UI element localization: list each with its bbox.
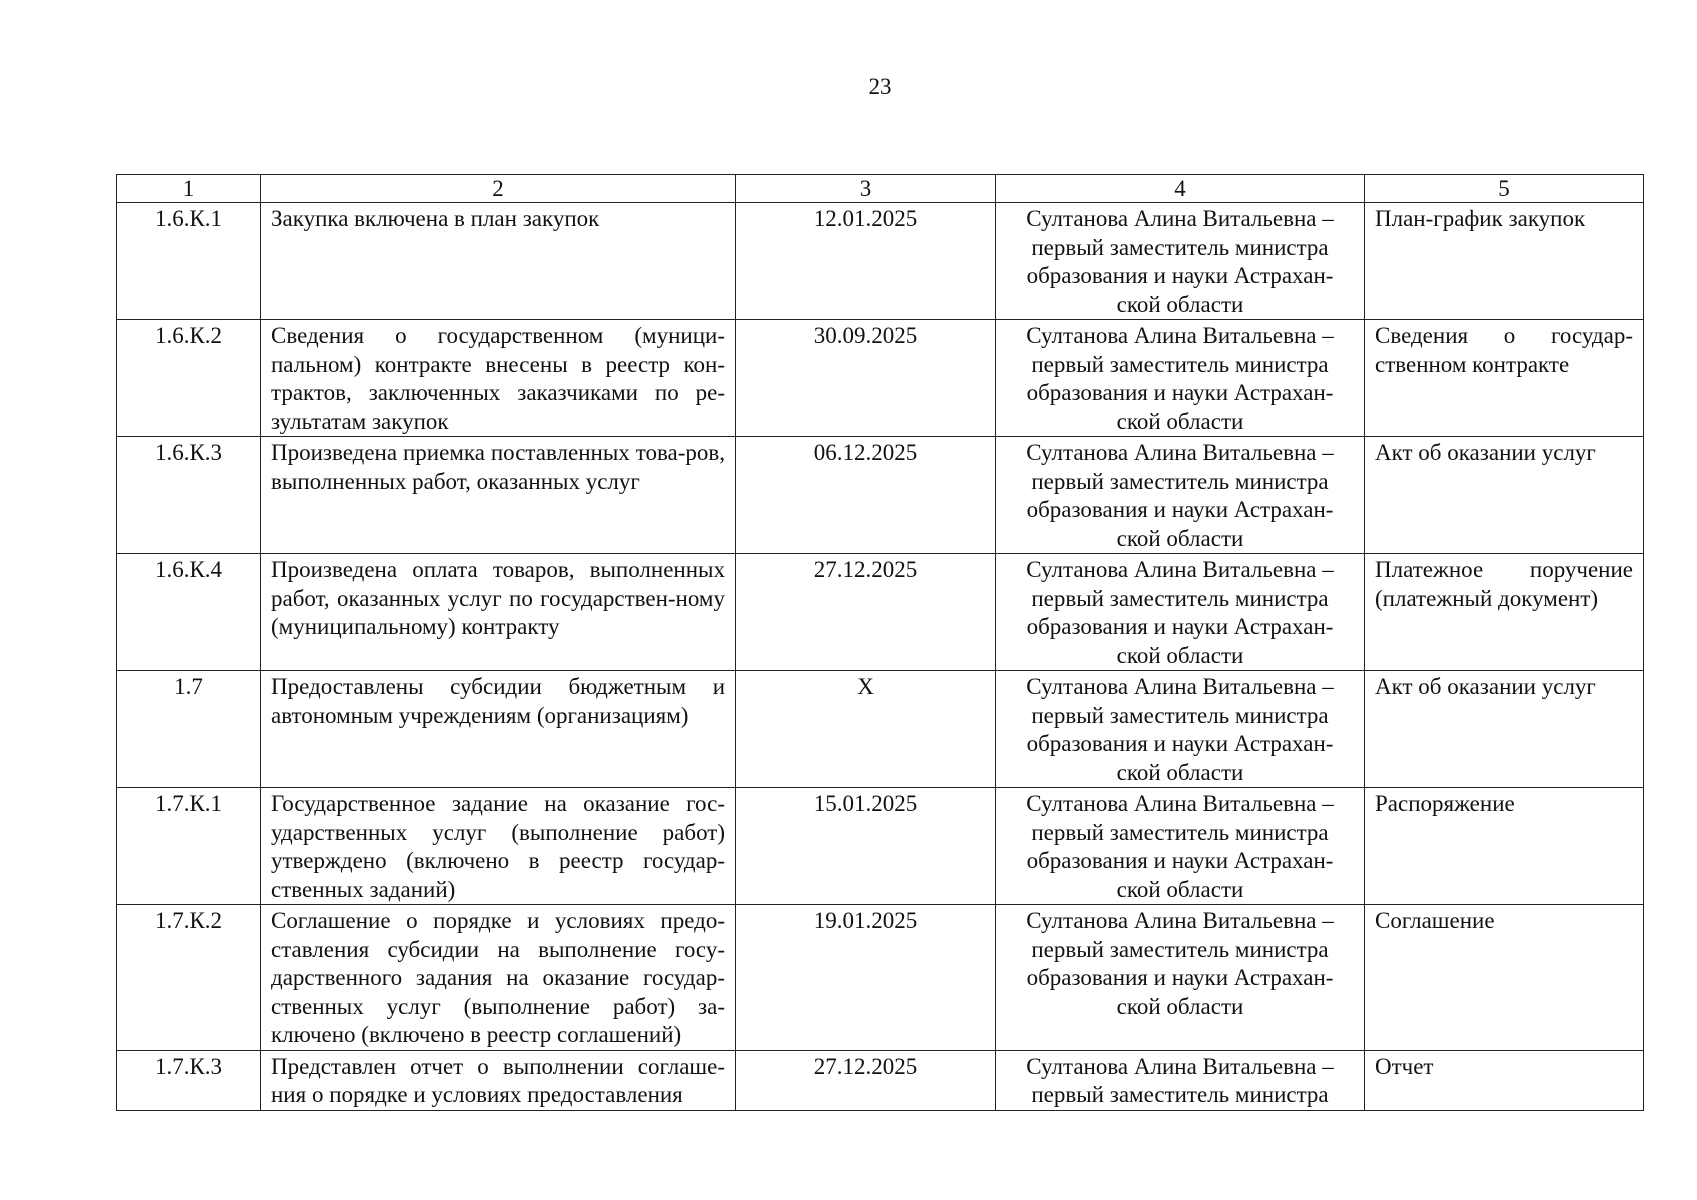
event-description: Предоставлены субсидии бюджетным и автономным учреждениям (организациям) — [261, 671, 736, 788]
deadline-date: 27.12.2025 — [736, 1050, 996, 1110]
confirming-document: Распоряжение — [1365, 788, 1644, 905]
confirming-document: Платежное поручение (платежный документ) — [1365, 554, 1644, 671]
deadline-date: 19.01.2025 — [736, 905, 996, 1051]
row-number: 1.7.К.2 — [117, 905, 261, 1051]
table-row — [117, 554, 1644, 671]
control-points-table — [116, 174, 1644, 1111]
row-number: 1.6.К.3 — [117, 437, 261, 554]
row-number: 1.7.К.1 — [117, 788, 261, 905]
responsible-person: Султанова Алина Витальевна – первый заместитель министра образования и науки Астрахан-ской области — [996, 554, 1365, 671]
confirming-document: Акт об оказании услуг — [1365, 437, 1644, 554]
responsible-person: Султанова Алина Витальевна – первый заместитель министра образования и науки Астрахан-ской области — [996, 203, 1365, 320]
responsible-person: Султанова Алина Витальевна – первый заместитель министра образования и науки Астрахан-ской области — [996, 320, 1365, 437]
event-description: Закупка включена в план закупок — [261, 203, 736, 320]
event-description: Представлен отчет о выполнении соглаше-ния о порядке и условиях предоставления — [261, 1050, 736, 1110]
row-number: 1.7.К.3 — [117, 1050, 261, 1110]
deadline-date: 15.01.2025 — [736, 788, 996, 905]
table-row — [117, 788, 1644, 905]
event-description: Государственное задание на оказание гос-ударственных услуг (выполнение работ) утверждено (включено в реестр государ-ственных заданий) — [261, 788, 736, 905]
table-row — [117, 320, 1644, 437]
deadline-date: 30.09.2025 — [736, 320, 996, 437]
confirming-document: Акт об оказании услуг — [1365, 671, 1644, 788]
row-number: 1.6.К.1 — [117, 203, 261, 320]
row-number: 1.6.К.4 — [117, 554, 261, 671]
responsible-person: Султанова Алина Витальевна – первый заместитель министра — [996, 1050, 1365, 1110]
table-row — [117, 203, 1644, 320]
column-header: 3 — [736, 175, 996, 203]
event-description: Сведения о государственном (муници-пальном) контракте внесены в реестр кон-трактов, заключенных заказчиками по ре-зультатам закупок — [261, 320, 736, 437]
column-header: 4 — [996, 175, 1365, 203]
responsible-person: Султанова Алина Витальевна – первый заместитель министра образования и науки Астрахан-ской области — [996, 905, 1365, 1051]
confirming-document: Соглашение — [1365, 905, 1644, 1051]
responsible-person: Султанова Алина Витальевна – первый заместитель министра образования и науки Астрахан-ской области — [996, 788, 1365, 905]
deadline-date: 06.12.2025 — [736, 437, 996, 554]
table-row — [117, 1050, 1644, 1110]
event-description: Произведена приемка поставленных това-ров, выполненных работ, оказанных услуг — [261, 437, 736, 554]
confirming-document: Сведения о государ-ственном контракте — [1365, 320, 1644, 437]
deadline-date: 12.01.2025 — [736, 203, 996, 320]
event-description: Произведена оплата товаров, выполненных работ, оказанных услуг по государствен-ному (муниципальному) контракту — [261, 554, 736, 671]
table-header-row — [117, 175, 1644, 203]
confirming-document: План-график закупок — [1365, 203, 1644, 320]
deadline-date: X — [736, 671, 996, 788]
row-number: 1.6.К.2 — [117, 320, 261, 437]
column-header: 2 — [261, 175, 736, 203]
deadline-date: 27.12.2025 — [736, 554, 996, 671]
column-header: 1 — [117, 175, 261, 203]
page-number: 23 — [868, 74, 892, 99]
row-number: 1.7 — [117, 671, 261, 788]
responsible-person: Султанова Алина Витальевна – первый заместитель министра образования и науки Астрахан-ской области — [996, 671, 1365, 788]
event-description: Соглашение о порядке и условиях предо-ставления субсидии на выполнение госу-дарственного задания на оказание государ-ственных услуг (выполнение работ) за-ключено (включено в реестр соглашений) — [261, 905, 736, 1051]
table-row — [117, 437, 1644, 554]
responsible-person: Султанова Алина Витальевна – первый заместитель министра образования и науки Астрахан-ской области — [996, 437, 1365, 554]
table-row — [117, 905, 1644, 1051]
table-row — [117, 671, 1644, 788]
confirming-document: Отчет — [1365, 1050, 1644, 1110]
column-header: 5 — [1365, 175, 1644, 203]
